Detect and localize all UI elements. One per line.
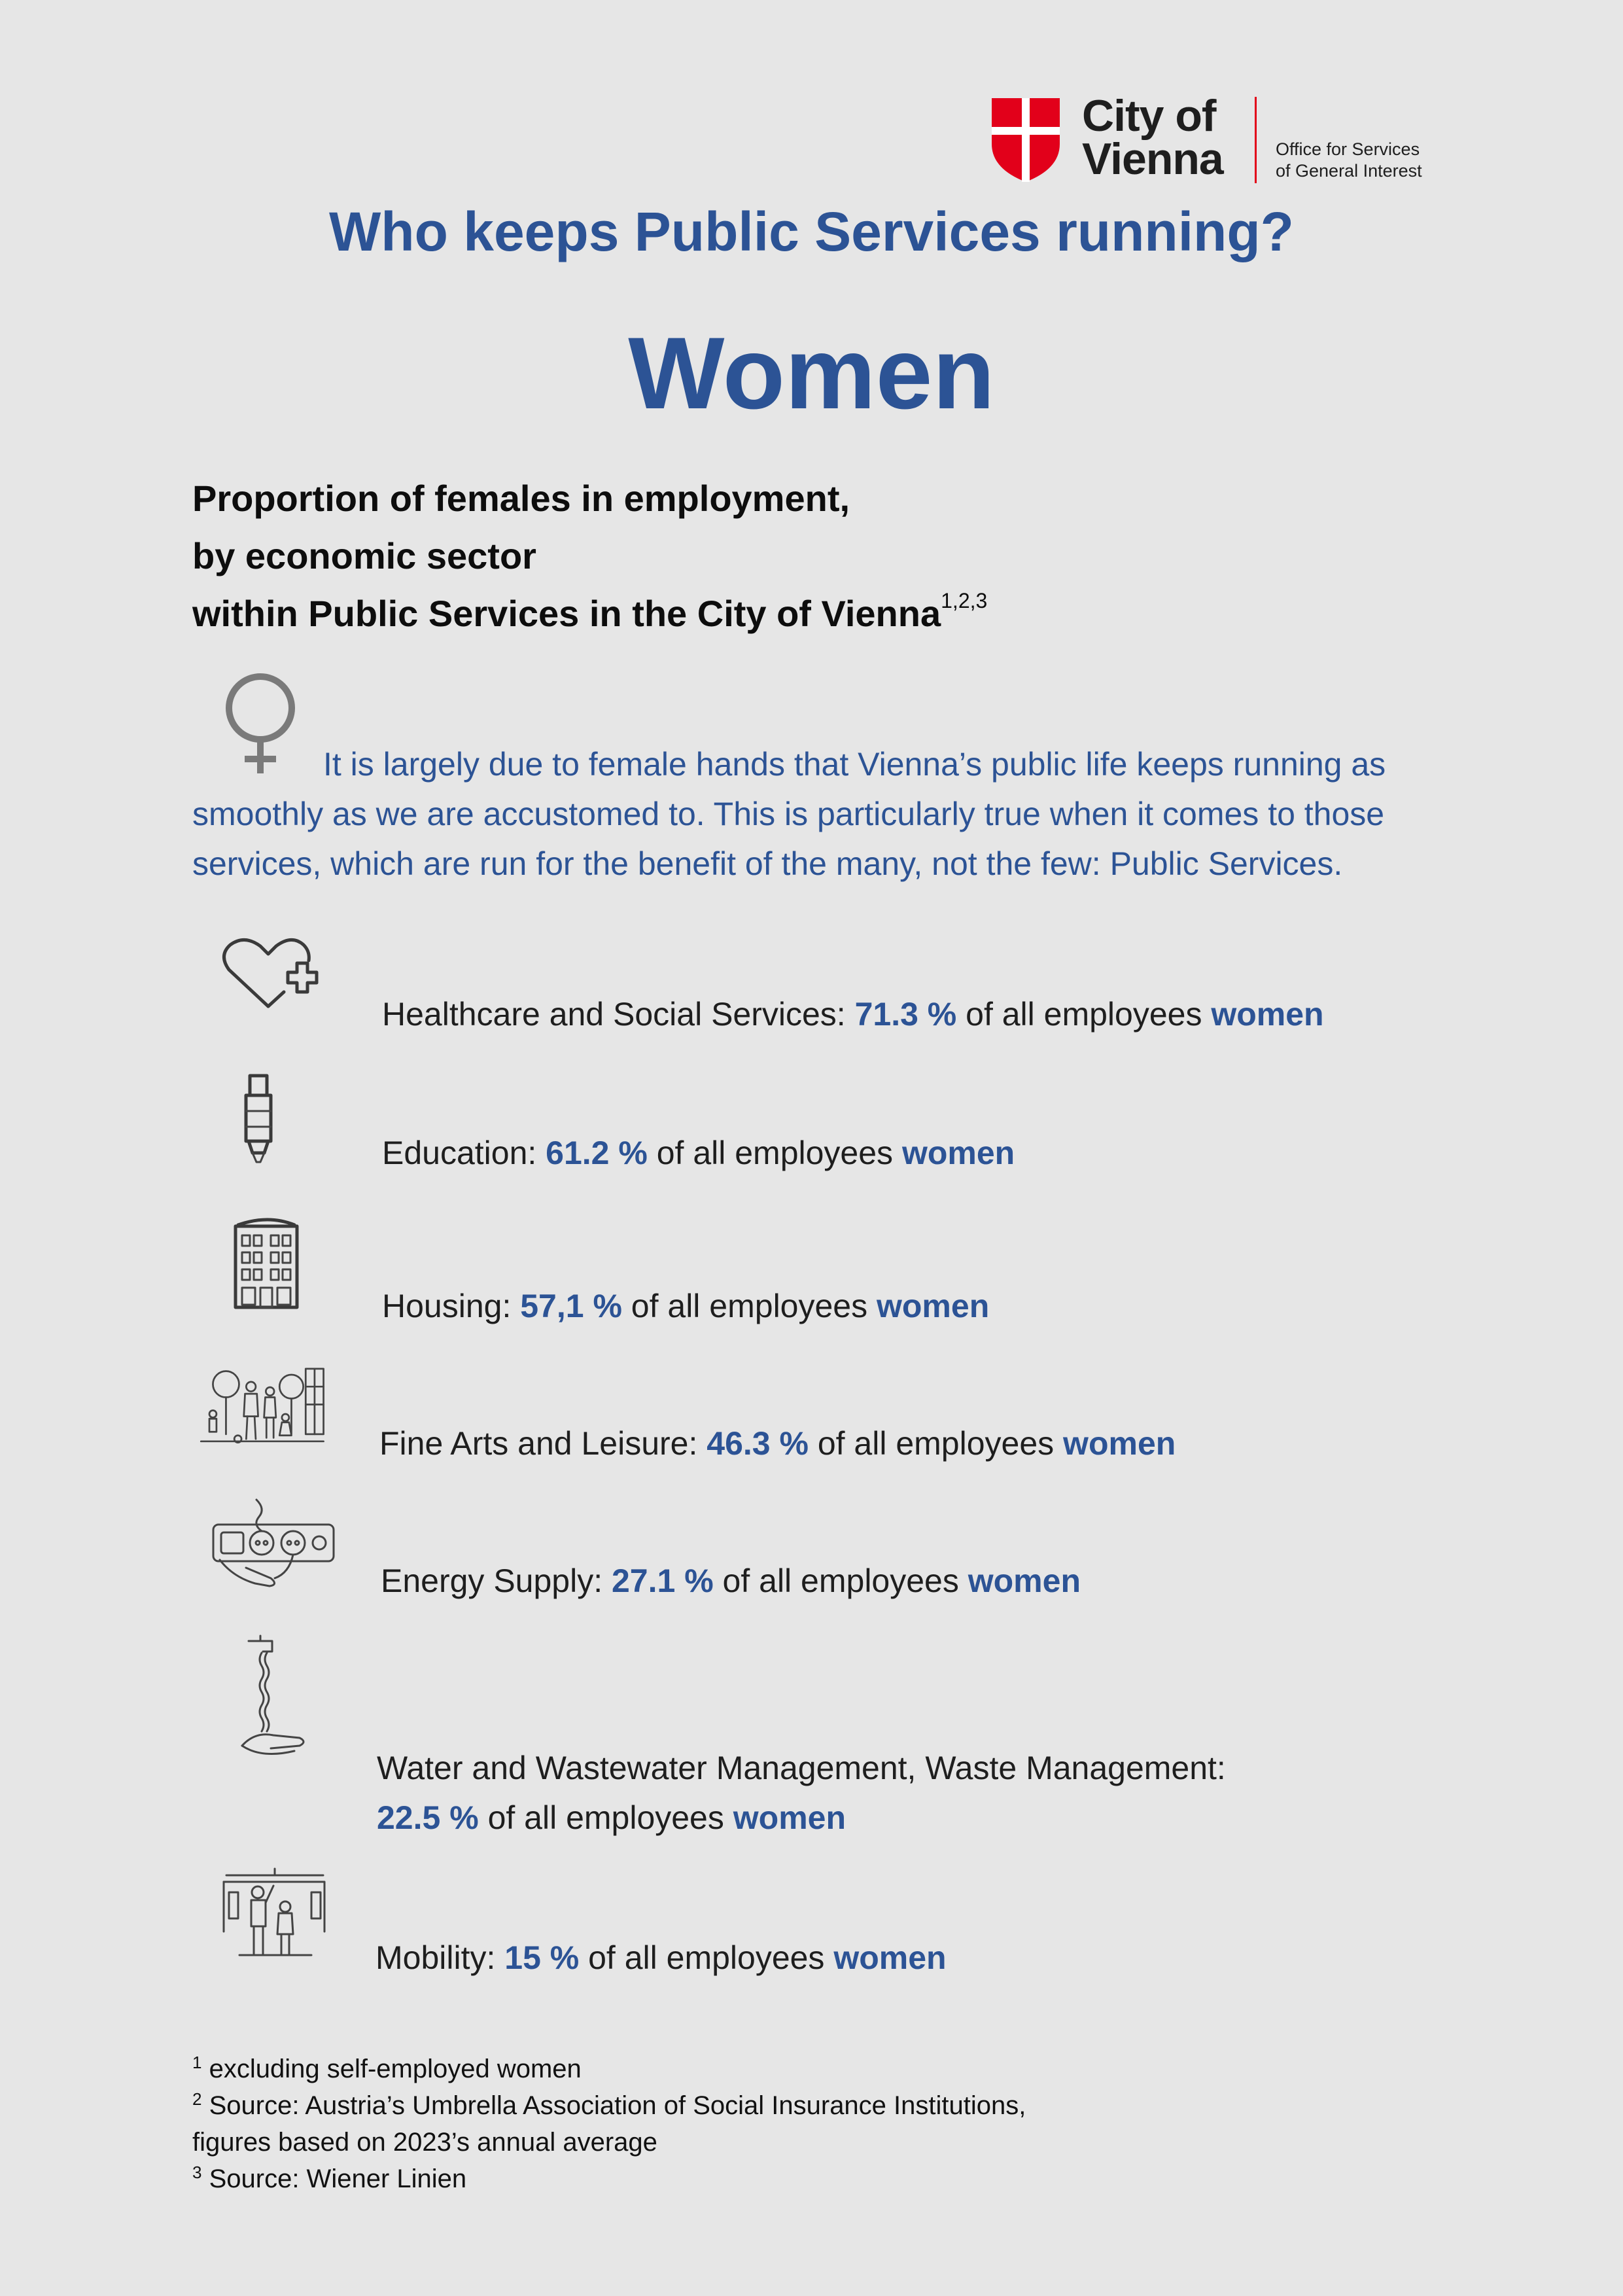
- sector-mobility: Mobility: 15 % of all employees women: [375, 1939, 947, 1976]
- sector-healthcare: Healthcare and Social Services: 71.3 % of all employees women: [382, 996, 1324, 1033]
- page-question-heading: Who keeps Public Services running?: [328, 201, 1294, 262]
- footnote-3: $^3$ Source: Wiener Linien: [192, 2163, 467, 2193]
- tram-passengers-icon: [213, 1866, 344, 1964]
- heart-plus-icon: [216, 929, 347, 1027]
- footnote-1: $^1$ excluding self-employed women: [192, 2053, 582, 2083]
- sector-value: 71.3 %: [854, 996, 957, 1033]
- sector-value: 46.3 %: [707, 1425, 809, 1462]
- intro-paragraph: It is largely due to female hands that Vienna’s public life keeps running as smoothly as we are accustomed to. This is particularly true when it comes to those services, which are run for the benefit of the many, not the few: Public Services.: [192, 746, 1386, 882]
- footnotes: [192, 2051, 1026, 2197]
- footnote-2: $^2$ Source: Austria’s Umbrella Association of Social Insurance Institutions,: [192, 2089, 1026, 2120]
- pencil-icon: [216, 1070, 347, 1169]
- sector-education: Education: 61.2 % of all employees women: [382, 1135, 1015, 1171]
- sector-value: 27.1 %: [611, 1563, 714, 1599]
- sector-water-waste: Water and Wastewater Management, Waste Management: 22.5 % of all employees women: [377, 1750, 1226, 1836]
- power-strip-icon: [207, 1494, 338, 1593]
- sector-housing: Housing: 57,1 % of all employees women: [382, 1288, 990, 1324]
- sector-energy-supply: Energy Supply: 27.1 % of all employees women: [381, 1563, 1081, 1599]
- footnote-refs: 1,2,3: [941, 589, 988, 612]
- vienna-shield-icon: [992, 98, 1060, 182]
- footnote-2-cont: figures based on 2023’s annual average: [192, 2128, 657, 2157]
- logo-name: City of Vienna: [1082, 91, 1223, 184]
- sector-value: 61.2 %: [546, 1135, 648, 1171]
- sector-value: 57,1 %: [520, 1288, 622, 1324]
- sector-value: 22.5 %: [377, 1799, 479, 1836]
- logo-office-name: Office for Services of General Interest: [1276, 139, 1422, 181]
- logo-divider: [1255, 97, 1257, 183]
- sector-value: 15 %: [504, 1939, 580, 1976]
- city-of-vienna-logo: [992, 91, 1437, 187]
- sector-fine-arts-leisure: Fine Arts and Leisure: 46.3 % of all employees women: [379, 1425, 1176, 1462]
- water-tap-icon: [222, 1633, 327, 1764]
- chart-subtitle: Proportion of females in employment, by economic sector within Public Services in the City of Vienna$^{1,2,3}$: [192, 478, 988, 634]
- apartment-building-icon: [216, 1213, 347, 1311]
- page-title: Women: [628, 317, 995, 431]
- people-park-icon: [196, 1358, 327, 1457]
